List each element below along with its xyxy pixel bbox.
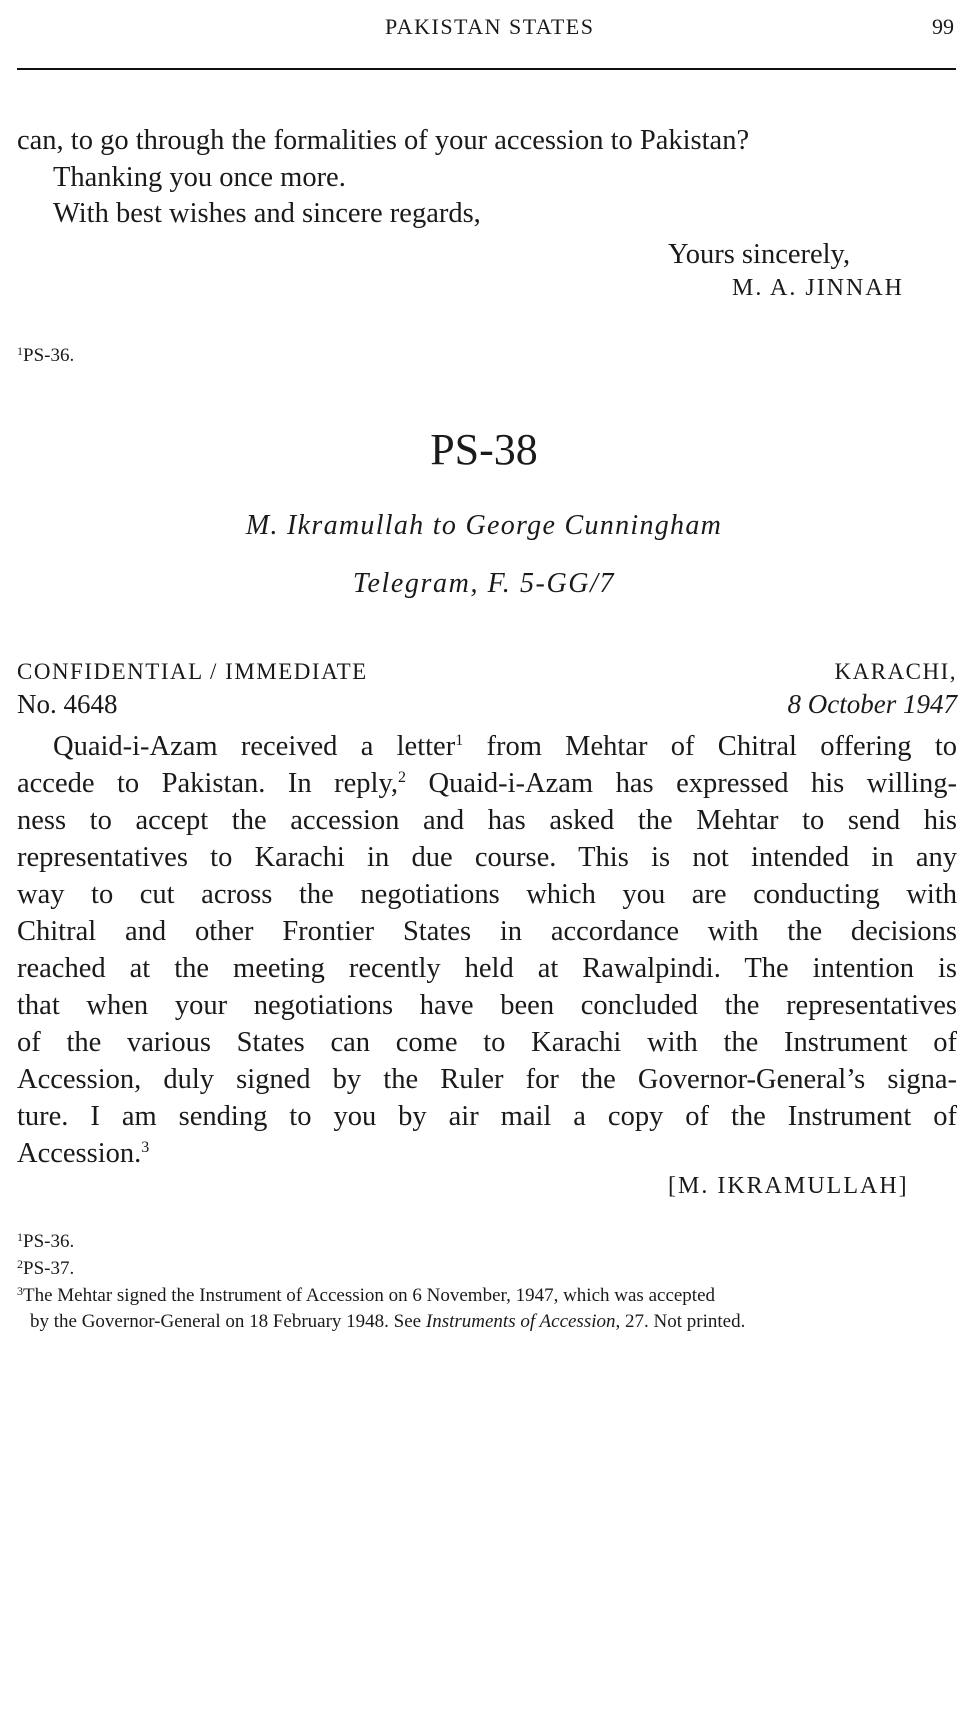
footnote-ref-2: 2 — [397, 769, 406, 786]
footnote-2 — [17, 1256, 74, 1282]
document-reference: Telegram, F. 5-GG/7 — [352, 568, 616, 599]
cited-title: Instruments of Accession — [425, 1311, 616, 1332]
footnote-text: by the Governor-General on 18 February 1948. See — [30, 1311, 426, 1332]
document-correspondents: M. Ikramullah to George Cunningham — [245, 510, 723, 541]
body-line: ness to accept the accession and has asked the Mehtar to send his — [17, 805, 957, 836]
body-line: Accession, duly signed by the Ruler for the Governor-General’s signa- — [17, 1064, 957, 1095]
closing-text: Yours sincerely, — [668, 239, 851, 270]
telegram-number: No. 4648 — [17, 689, 118, 719]
body-line: that when your negotiations have been concluded the representatives — [17, 990, 957, 1021]
body-line: reached at the meeting recently held at Rawalpindi. The intention is — [17, 953, 957, 984]
body-line: way to cut across the negotiations which you are conducting with — [17, 879, 957, 910]
thanks-text: Thanking you once more. — [53, 162, 346, 193]
page-number: 99 — [932, 14, 954, 39]
footnote-text: PS-36. — [23, 345, 75, 366]
place-label: KARACHI, — [834, 659, 957, 684]
footnote-marker: 1 — [17, 344, 23, 358]
body-line: ture. I am sending to you by air mail a copy of the Instrument of — [17, 1101, 957, 1132]
footnote-3 — [17, 1283, 962, 1335]
body-line: Chitral and other Frontier States in accordance with the decisions — [17, 916, 957, 947]
signature-jinnah: M. A. JINNAH — [732, 275, 905, 301]
footnote-marker: 2 — [17, 1257, 23, 1271]
footnote-text: , 27. Not printed. — [615, 1311, 746, 1332]
body-line: representatives to Karachi in due course. This is not intended in any — [17, 842, 957, 873]
body-line: of the various States can come to Karachi with the Instrument of — [17, 1027, 957, 1058]
continuation-text: can, to go through the formalities of your accession to Pakistan? — [17, 125, 750, 156]
footnote-text: PS-37. — [23, 1258, 75, 1279]
classification-label: CONFIDENTIAL / IMMEDIATE — [17, 659, 368, 684]
body-line: accede to Pakistan. In reply,$^2$ Quaid-i-Azam has expressed his willing- — [17, 768, 958, 799]
document-number: PS-38 — [430, 425, 538, 474]
header-divider — [17, 68, 956, 70]
footnote-ref-1: 1 — [455, 732, 464, 749]
telegram-body — [17, 728, 957, 1172]
body-line: Accession.$^3$ — [17, 1138, 150, 1169]
previous-footnote — [17, 343, 74, 369]
document-date: 8 October 1947 — [787, 689, 957, 719]
footnote-1 — [17, 1229, 74, 1255]
footnote-text: The Mehtar signed the Instrument of Accession on 6 November, 1947, which was accepted — [23, 1285, 716, 1306]
sender-signature: [M. IKRAMULLAH] — [668, 1173, 909, 1199]
body-line: Quaid-i-Azam received a letter$^1$ from Mehtar of Chitral offering to — [53, 731, 957, 762]
running-title: PAKISTAN STATES — [385, 14, 595, 39]
footnote-marker: 3 — [17, 1284, 23, 1298]
footnote-text: PS-36. — [23, 1231, 75, 1252]
wishes-text: With best wishes and sincere regards, — [53, 198, 481, 229]
footnote-ref-3: 3 — [141, 1139, 150, 1156]
footnote-marker: 1 — [17, 1230, 23, 1244]
